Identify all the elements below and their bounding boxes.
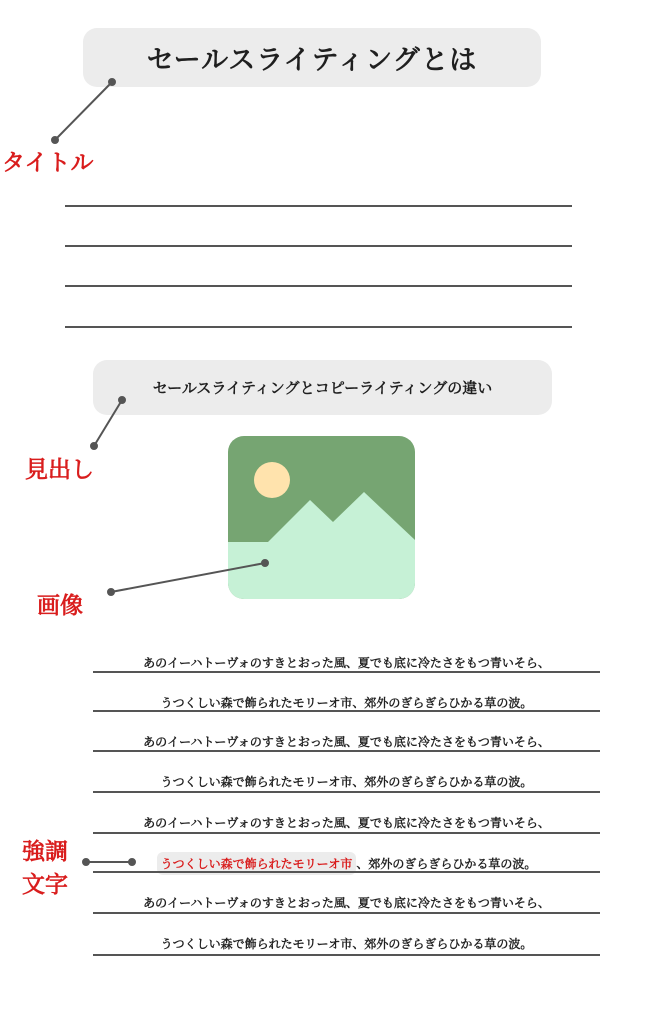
emphasis-connector-dot	[83, 859, 89, 865]
emphasis-text: うつくしい森で飾られたモリーオ市	[157, 852, 357, 875]
title-connector-dot-end	[109, 79, 115, 85]
image-connector	[111, 563, 265, 592]
body-line-1: あのイーハトーヴォのすきとおった風、夏でも底に冷たさをもつ青いそら、	[143, 656, 550, 670]
emphasis-connector-dot-end	[129, 859, 135, 865]
image-connector-dot	[108, 589, 114, 595]
heading-connector	[94, 400, 122, 446]
emphasis-rest-text: 、郊外のぎらぎらひかる草の波。	[356, 856, 537, 871]
body-line-5: あのイーハトーヴォのすきとおった風、夏でも底に冷たさをもつ青いそら、	[143, 816, 550, 830]
heading-label: 見出し	[25, 457, 94, 483]
heading-connector-dot-end	[119, 397, 125, 403]
title-connector-dot	[52, 137, 58, 143]
image-label: 画像	[37, 593, 83, 619]
title-connector	[55, 82, 112, 140]
title-label: タイトル	[2, 150, 94, 176]
body-line-7: あのイーハトーヴォのすきとおった風、夏でも底に冷たさをもつ青いそら、	[143, 896, 550, 910]
body-line-3: あのイーハトーヴォのすきとおった風、夏でも底に冷たさをもつ青いそら、	[143, 735, 550, 749]
body-line-8: うつくしい森で飾られたモリーオ市、郊外のぎらぎらひかる草の波。	[160, 937, 533, 951]
body-line-4: うつくしい森で飾られたモリーオ市、郊外のぎらぎらひかる草の波。	[160, 775, 533, 789]
title-text: セールスライティングとは	[146, 45, 478, 76]
heading-text: セールスライティングとコピーライティングの違い	[152, 379, 493, 397]
image-connector-dot-end	[262, 560, 268, 566]
emphasis-label-line1: 強調	[22, 839, 68, 865]
heading-connector-dot	[91, 443, 97, 449]
body-line-2: うつくしい森で飾られたモリーオ市、郊外のぎらぎらひかる草の波。	[160, 696, 533, 710]
emphasis-label-line2: 文字	[22, 872, 68, 898]
